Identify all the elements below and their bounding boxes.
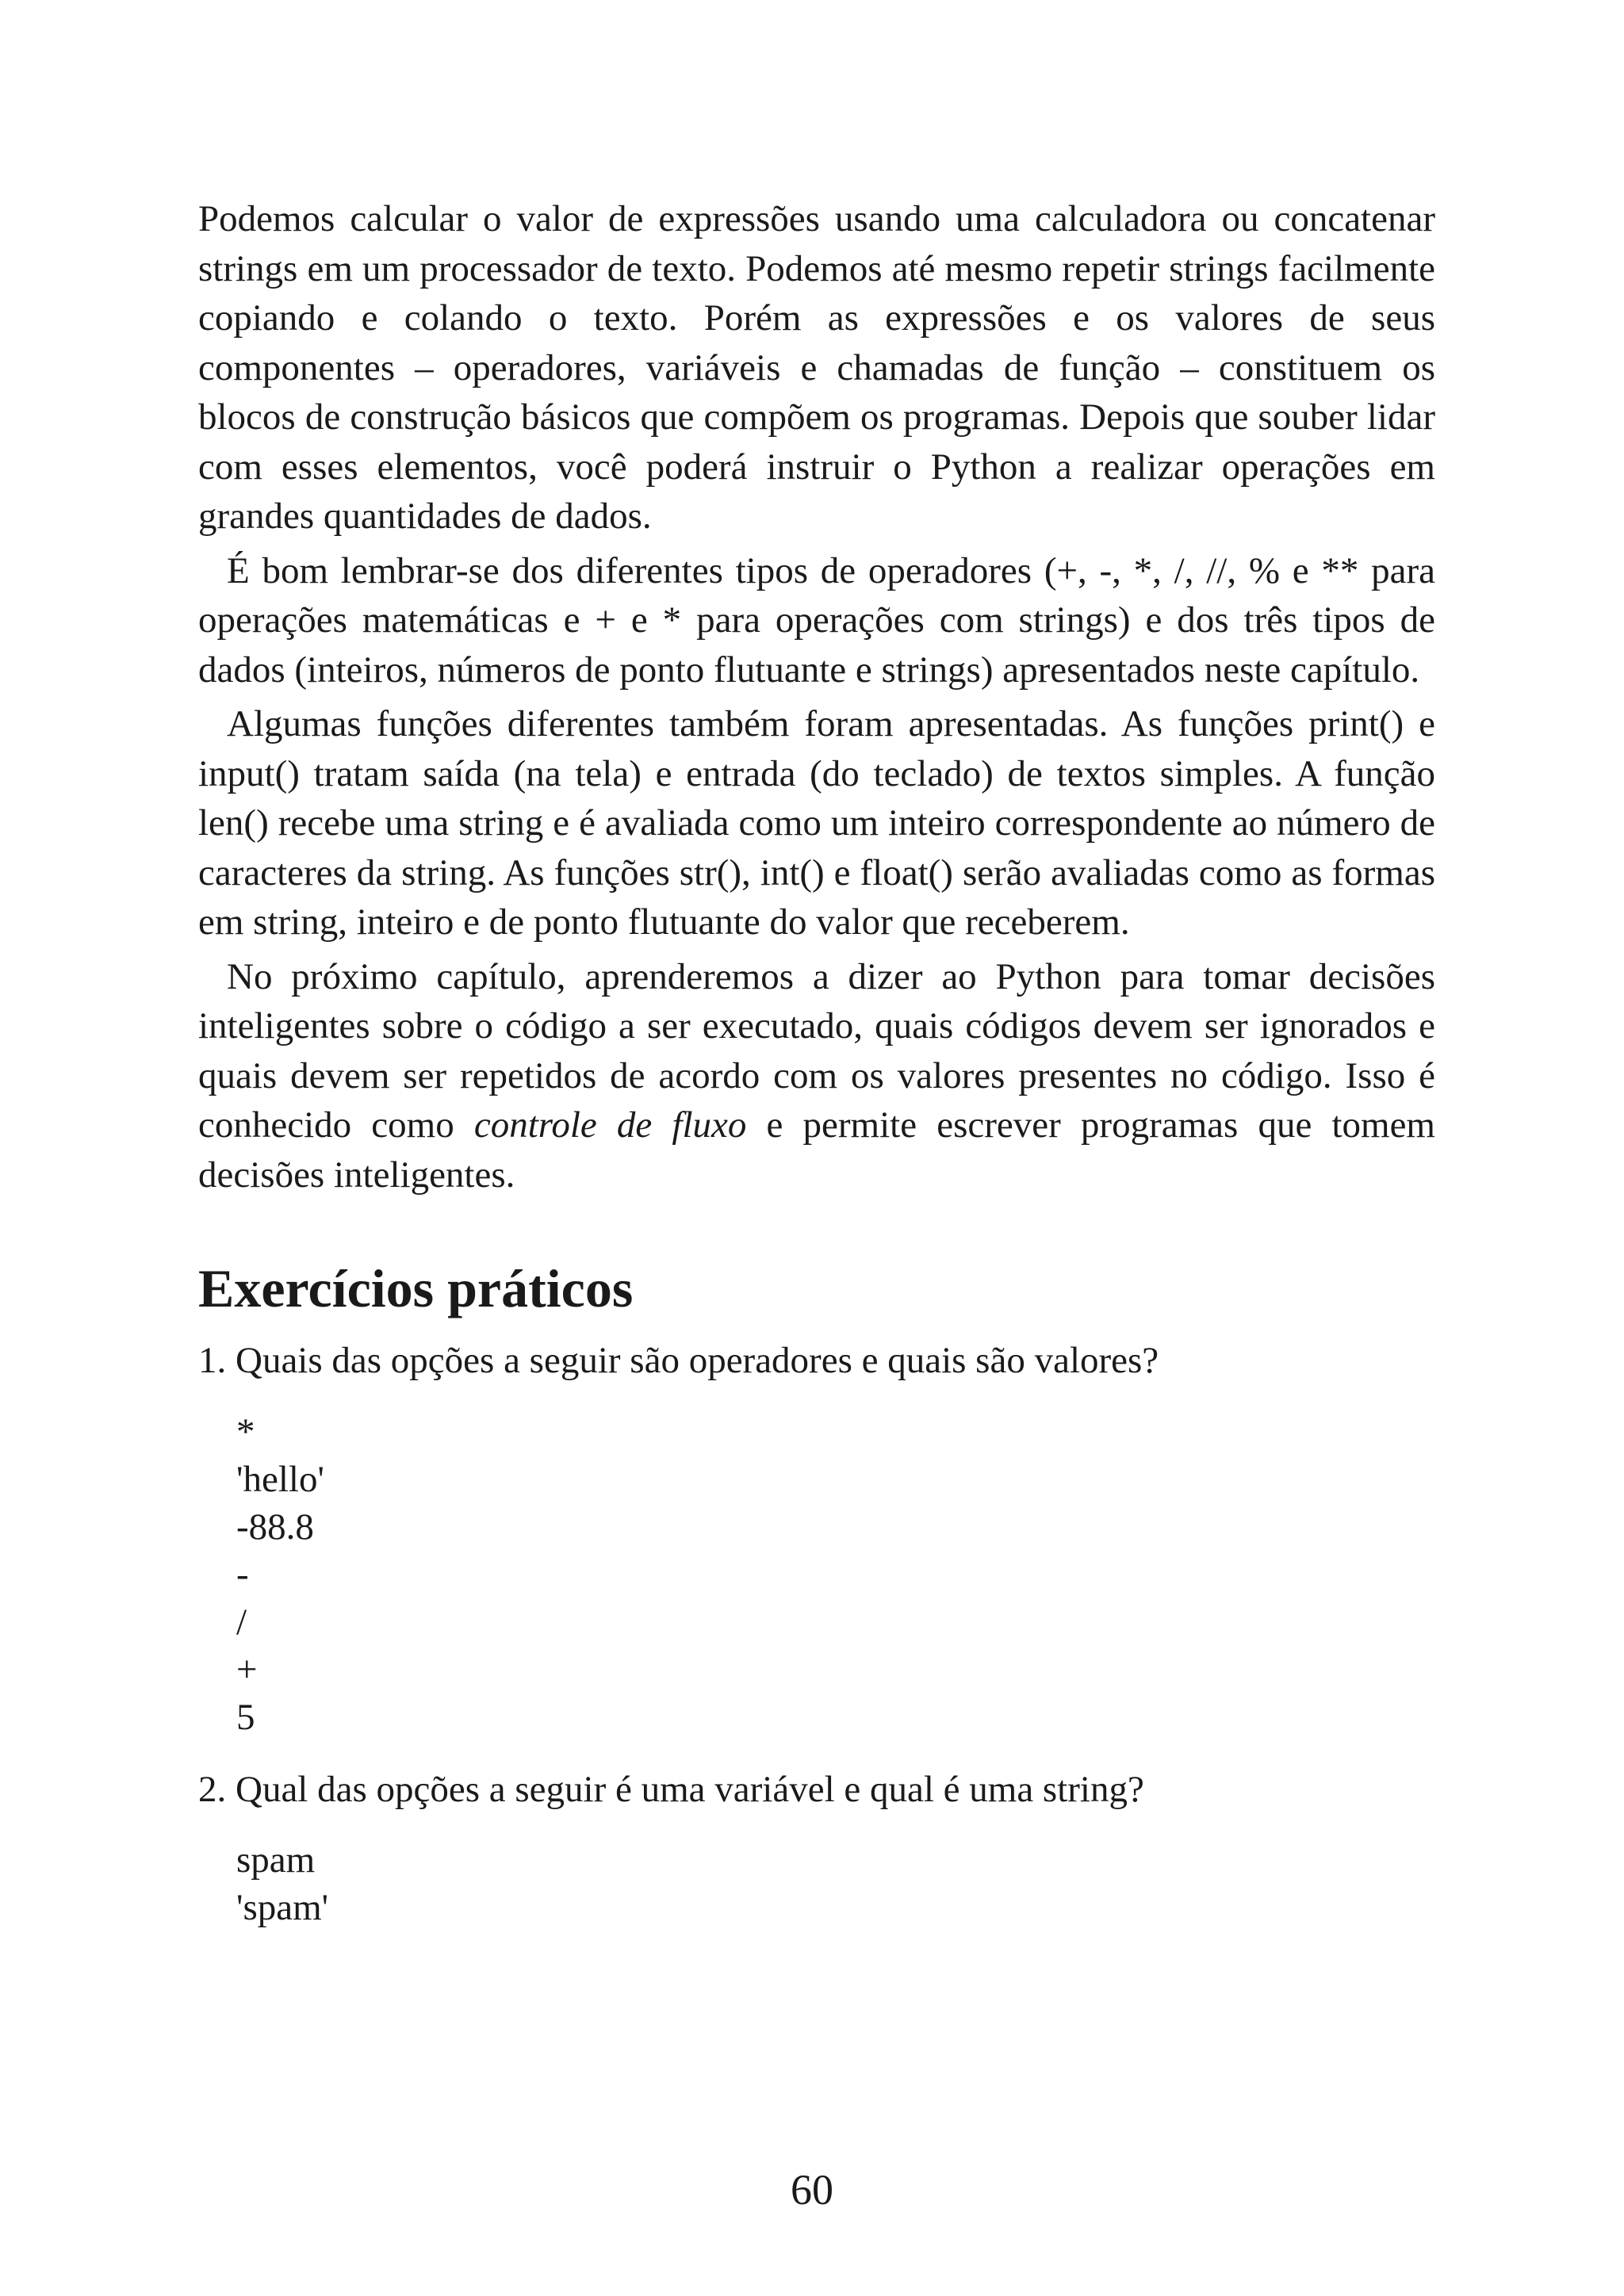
option-item: * (236, 1410, 255, 1452)
page-content (198, 194, 1435, 1931)
question-1-options (236, 1408, 1435, 1741)
option-item: 5 (236, 1696, 255, 1738)
option-item: / (236, 1601, 247, 1643)
emphasis-flow-control: controle de fluxo (473, 1104, 747, 1146)
page-number: 60 (791, 2166, 833, 2214)
option-item: 'hello' (236, 1458, 324, 1500)
option-item: spam (236, 1839, 316, 1881)
option-item: - (236, 1553, 249, 1595)
question-2-options (236, 1836, 1435, 1931)
paragraph-operators: É bom lembrar-se dos diferentes tipos de operadores (+, -, *, /, //, % e ** para operações matemáticas e + e * para operações com strings) e dos três tipos de dados (inteiros, números de ponto flutuante e strings) apresentados neste capítulo. (198, 549, 1435, 691)
paragraph-expressions: Podemos calcular o valor de expressões usando uma calculadora ou concatenar strings em um processador de texto. Podemos até mesmo repetir strings facilmente copiando e colando o texto. Porém as expressões e os valores de seus componentes – operadores, variáveis e chamadas de função – constituem os blocos de construção básicos que compõem os programas. Depois que souber lidar com esses elementos, você poderá instruir o Python a realizar operações em grandes quantidades de dados. (198, 198, 1435, 537)
option-item: 'spam' (236, 1887, 329, 1928)
section-title: Exercícios práticos (198, 1258, 634, 1318)
question-2: 2. Qual das opções a seguir é uma variável e qual é uma string? (198, 1768, 1144, 1810)
question-1: 1. Quais das opções a seguir são operadores e quais são valores? (198, 1340, 1159, 1381)
paragraph-functions: Algumas funções diferentes também foram apresentadas. As funções print() e input() tratam saída (na tela) e entrada (do teclado) de textos simples. A função len() recebe uma string e é avaliada como um inteiro correspondente ao número de caracteres da string. As funções str(), int() e float() serão avaliadas como as formas em string, inteiro e de ponto flutuante do valor que receberem. (198, 703, 1435, 943)
option-item: -88.8 (236, 1506, 314, 1548)
paragraph-text: No próximo capítulo, aprenderemos a dizer ao Python para tomar decisões inteligentes sobre o código a ser executado, quais códigos devem ser ignorados e quais devem ser repetidos de acordo com os valores presentes no código. Isso é conhecido como (198, 955, 1435, 1146)
paragraph-text: e permite escrever programas que tomem decisões inteligentes. (198, 1104, 1435, 1196)
paragraph-next-chapter (198, 952, 1435, 1200)
option-item: + (236, 1648, 258, 1690)
